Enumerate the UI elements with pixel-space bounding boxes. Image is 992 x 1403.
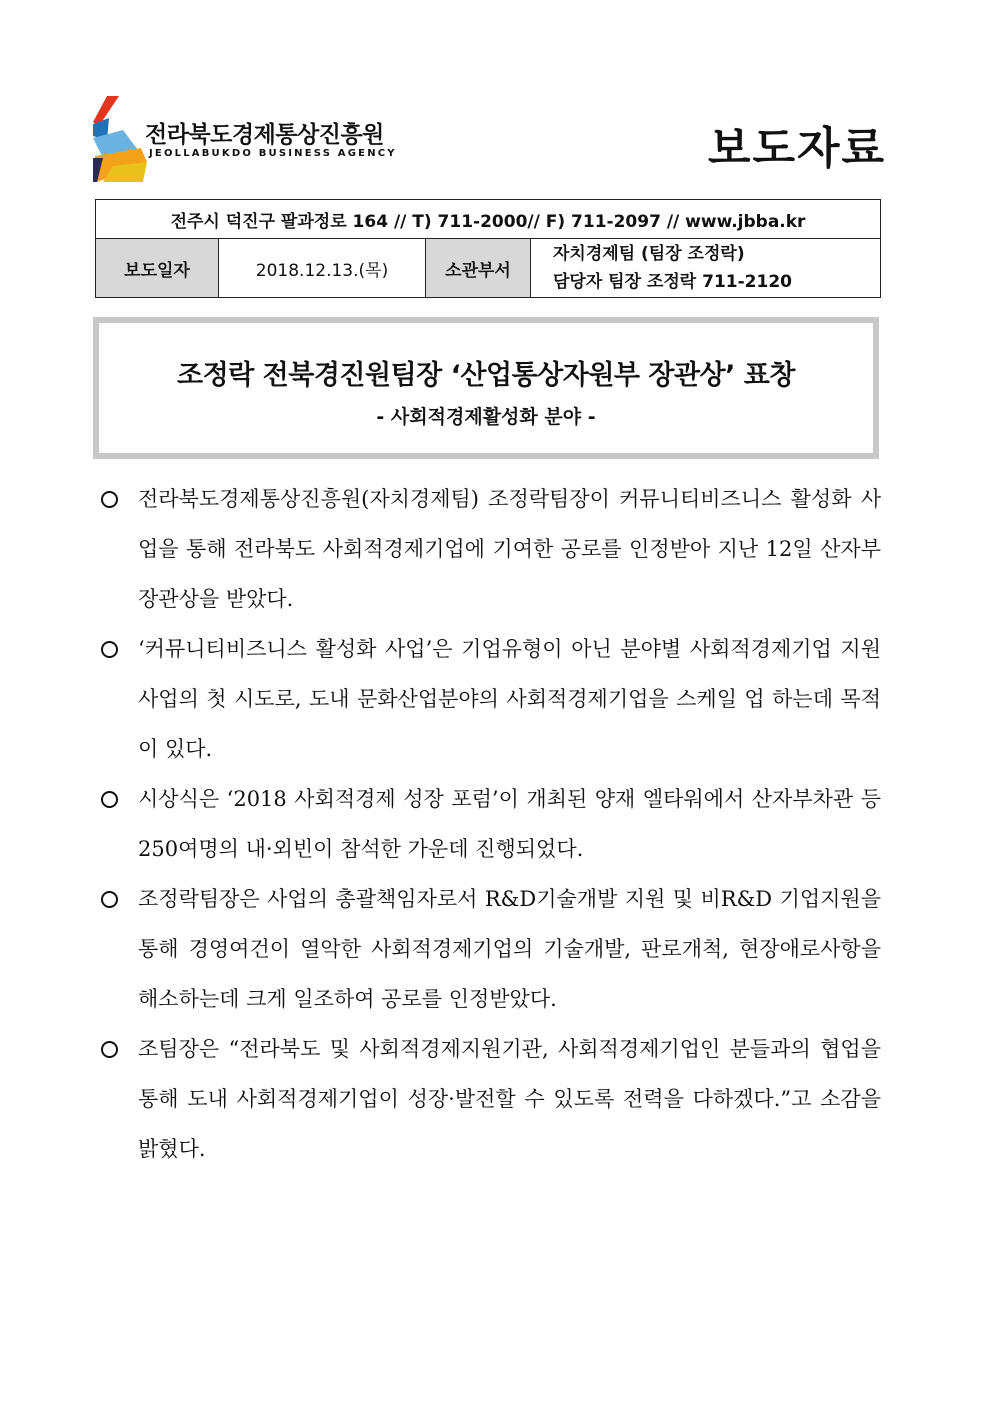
info-detail-row: [96, 239, 881, 298]
info-address-row: [96, 200, 881, 239]
circle-bullet-icon: [101, 491, 118, 508]
doc-type-title: 보도자료: [707, 123, 886, 174]
bullet-paragraph: [95, 774, 881, 874]
contact-address: 전주시 덕진구 팔과정로 164 // T) 711-2000// F) 711-2097 // www.jbba.kr: [96, 200, 881, 239]
circle-bullet-icon: [101, 891, 118, 908]
release-date-label: 보도일자: [96, 239, 219, 298]
org-logo-icon: [93, 96, 149, 182]
department-contact: 담당자 팀장 조정락 711-2120: [553, 272, 792, 292]
circle-bullet-icon: [101, 791, 118, 808]
bullet-text: 시상식은 ‘2018 사회적경제 성장 포럼’이 개최된 양재 엘타워에서 산자부차관 등 250여명의 내·외빈이 참석한 가운데 진행되었다.: [138, 787, 881, 861]
release-date-value: 2018.12.13.(목): [219, 239, 426, 298]
info-table: [95, 199, 881, 298]
circle-bullet-icon: [101, 1041, 118, 1058]
org-name: 전라북도경제통상진흥원: [145, 122, 384, 148]
org-logo: [93, 96, 403, 182]
bullet-text: 조정락팀장은 사업의 총괄책임자로서 R&D기술개발 지원 및 비R&D 기업지원을 통해 경영여건이 열악한 사회적경제기업의 기술개발, 판로개척, 현장애로사항을 해소하는데 크게 일조하여 공로를 인정받았다.: [138, 887, 881, 1011]
headline: 조정락 전북경진원팀장 ‘산업통상자원부 장관상’ 표창: [177, 360, 795, 391]
org-name-en: JEOLLABUKDO BUSINESS AGENCY: [149, 148, 397, 159]
department-team: 자치경제팀 (팀장 조정락): [553, 244, 745, 264]
bullet-text: ‘커뮤니티비즈니스 활성화 사업’은 기업유형이 아닌 분야별 사회적경제기업 지원사업의 첫 시도로, 도내 문화산업분야의 사회적경제기업을 스케일 업 하는데 목적이 있다.: [138, 637, 881, 761]
department-label: 소관부서: [426, 239, 531, 298]
bullet-paragraph: [95, 474, 881, 624]
subheadline: - 사회적경제활성화 분야 -: [376, 406, 596, 428]
bullet-paragraph: [95, 874, 881, 1024]
bullet-paragraph: [95, 1024, 881, 1174]
bullet-text: 전라북도경제통상진흥원(자치경제팀) 조정락팀장이 커뮤니티비즈니스 활성화 사업을 통해 전라북도 사회적경제기업에 기여한 공로를 인정받아 지난 12일 산자부 장관상을 받았다.: [138, 487, 881, 611]
bullet-text: 조팀장은 “전라북도 및 사회적경제지원기관, 사회적경제기업인 분들과의 협업을 통해 도내 사회적경제기업이 성장·발전할 수 있도록 전력을 다하겠다.”고 소감을 밝혔다.: [138, 1037, 881, 1161]
article-body: [95, 474, 881, 1174]
bullet-paragraph: [95, 624, 881, 774]
circle-bullet-icon: [101, 641, 118, 658]
department-value: [531, 239, 881, 298]
headline-box: [93, 317, 879, 459]
